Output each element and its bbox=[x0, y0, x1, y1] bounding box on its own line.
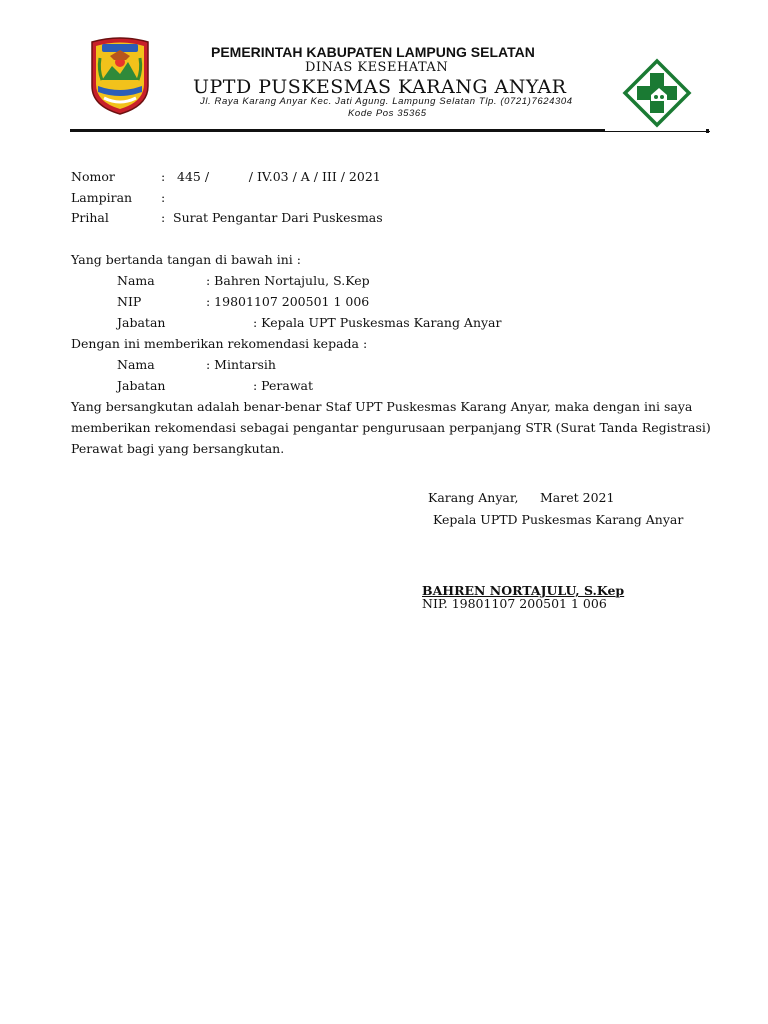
signer-nama-value: : Bahren Nortajulu, S.Kep bbox=[206, 273, 370, 288]
letterhead-divider bbox=[70, 129, 605, 132]
letterhead-postal-code: Kode Pos 35365 bbox=[348, 108, 427, 119]
letterhead-address: Jl. Raya Karang Anyar Kec. Jati Agung. Lampung Selatan Tlp. (0721)7624304 bbox=[200, 96, 573, 107]
signature-name: BAHREN NORTAJULU, S.Kep bbox=[422, 583, 625, 598]
target-nama-value: : Mintarsih bbox=[206, 357, 276, 372]
signature-nip: NIP. 19801107 200501 1 006 bbox=[422, 596, 607, 611]
signer-nip-label: NIP bbox=[117, 294, 142, 309]
signer-jabatan-value: : Kepala UPT Puskesmas Karang Anyar bbox=[253, 315, 502, 330]
recommend-intro: Dengan ini memberikan rekomendasi kepada : bbox=[71, 336, 368, 351]
intro-text: Yang bertanda tangan di bawah ini : bbox=[71, 252, 301, 267]
signer-nama-label: Nama bbox=[117, 273, 155, 288]
lampiran-label: Lampiran bbox=[71, 190, 133, 205]
prihal-colon: : bbox=[161, 210, 166, 225]
letterhead-department: DINAS KESEHATAN bbox=[305, 60, 449, 75]
signature-title: Kepala UPTD Puskesmas Karang Anyar bbox=[433, 512, 684, 527]
lampung-selatan-emblem-icon bbox=[88, 36, 152, 116]
signature-date: Maret 2021 bbox=[540, 490, 615, 505]
letterhead-divider-end bbox=[706, 129, 709, 133]
nomor-value: 445 / / IV.03 / A / III / 2021 bbox=[177, 169, 381, 184]
lampiran-colon: : bbox=[161, 190, 166, 205]
letterhead-institution: UPTD PUSKESMAS KARANG ANYAR bbox=[193, 76, 567, 98]
target-jabatan-value: : Perawat bbox=[253, 378, 314, 393]
paragraph-line-1: Yang bersangkutan adalah benar-benar Staf UPT Puskesmas Karang Anyar, maka dengan ini saya bbox=[71, 399, 693, 414]
paragraph-line-3: Perawat bagi yang bersangkutan. bbox=[71, 441, 285, 456]
paragraph-line-2: memberikan rekomendasi sebagai pengantar pengurusaan perpanjang STR (Surat Tanda Registrasi) bbox=[71, 420, 711, 435]
nomor-label: Nomor bbox=[71, 169, 115, 184]
prihal-value: Surat Pengantar Dari Puskesmas bbox=[173, 210, 383, 225]
signature-place: Karang Anyar, bbox=[428, 490, 519, 505]
letterhead-government: PEMERINTAH KABUPATEN LAMPUNG SELATAN bbox=[211, 44, 535, 60]
target-jabatan-label: Jabatan bbox=[117, 378, 166, 393]
puskesmas-cross-icon bbox=[621, 57, 693, 129]
prihal-label: Prihal bbox=[71, 210, 109, 225]
signer-jabatan-label: Jabatan bbox=[117, 315, 166, 330]
letterhead-divider-thin bbox=[605, 131, 710, 132]
target-nama-label: Nama bbox=[117, 357, 155, 372]
signer-nip-value: : 19801107 200501 1 006 bbox=[206, 294, 370, 309]
nomor-colon: : bbox=[161, 169, 166, 184]
